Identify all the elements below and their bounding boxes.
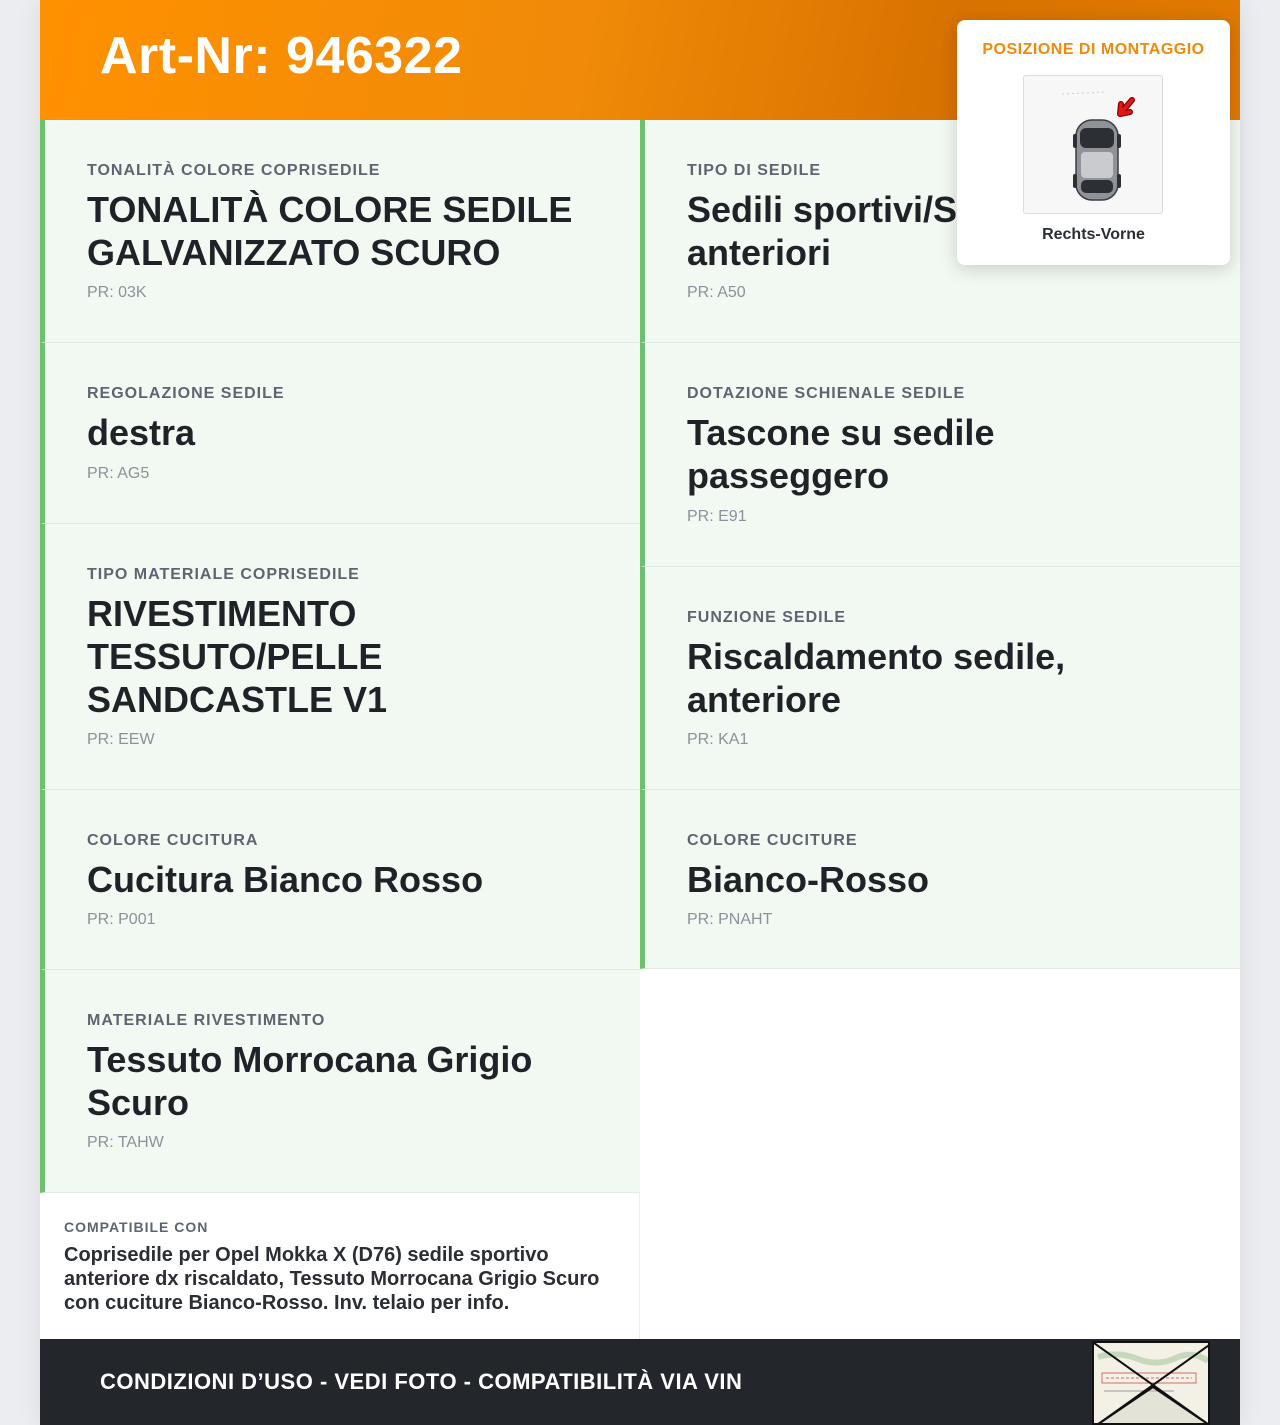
compatibility-label: COMPATIBILE CON: [64, 1219, 209, 1235]
attribute-card-seat-adjustment: [40, 343, 640, 524]
compatibility-text: Coprisedile per Opel Mokka X (D76) sedile sportivo anteriore dx riscaldato, Tessuto Morrocana Grigio Scuro con cuciture Bianco-Rosso. Inv. telaio per info.: [64, 1244, 600, 1314]
attribute-card-color-shade: [40, 120, 640, 343]
car-top-view-icon: [1023, 75, 1163, 214]
page: [40, 0, 1240, 1425]
compatibility-section: [40, 1193, 640, 1339]
attribute-label: COLORE CUCITURA: [87, 832, 259, 849]
attribute-value: destra: [87, 412, 196, 453]
attribute-value: Tascone su sedile passeggero: [687, 412, 995, 496]
envelope-stamp-icon: [1092, 1341, 1210, 1425]
attribute-value: Tessuto Morrocana Grigio Scuro: [87, 1039, 533, 1123]
attribute-pr-code: PR: A50: [687, 284, 746, 301]
attribute-card-seat-function: [640, 567, 1240, 790]
attribute-pr-code: PR: TAHW: [87, 1134, 164, 1151]
attribute-label: TONALITÀ COLORE COPRISEDILE: [87, 162, 381, 179]
attribute-label: TIPO DI SEDILE: [687, 162, 822, 179]
attribute-pr-code: PR: KA1: [687, 731, 749, 748]
car-diagram: [1024, 76, 1164, 215]
attribute-pr-code: PR: AG5: [87, 465, 150, 482]
attribute-label: FUNZIONE SEDILE: [687, 609, 847, 626]
attribute-card-cover-material: [40, 970, 640, 1193]
attribute-pr-code: PR: PNAHT: [687, 911, 773, 928]
attribute-card-stitch-color: [40, 790, 640, 970]
attribute-value: TONALITÀ COLORE SEDILE GALVANIZZATO SCURO: [87, 189, 573, 273]
footer: [40, 1339, 1240, 1425]
article-number-title: Art-Nr: 946322: [100, 27, 463, 85]
attribute-value: RIVESTIMENTO TESSUTO/PELLE SANDCASTLE V1: [87, 593, 388, 720]
attribute-pr-code: PR: 03K: [87, 284, 147, 301]
mounting-position-card: [957, 20, 1230, 265]
attribute-label: REGOLAZIONE SEDILE: [87, 385, 285, 402]
attribute-value: Cucitura Bianco Rosso: [87, 859, 484, 900]
attribute-value: Riscaldamento sedile, anteriore: [687, 636, 1066, 720]
attribute-value: Sedili sportivi/S anteriori: [687, 189, 958, 273]
attribute-pr-code: PR: P001: [87, 911, 156, 928]
attribute-label: TIPO MATERIALE COPRISEDILE: [87, 566, 360, 583]
attribute-pr-code: PR: EEW: [87, 731, 155, 748]
attribute-label: DOTAZIONE SCHIENALE SEDILE: [687, 385, 966, 402]
attribute-pr-code: PR: E91: [687, 508, 747, 525]
attribute-label: COLORE CUCITURE: [687, 832, 858, 849]
envelope-stamp-graphic: [1094, 1343, 1210, 1425]
attribute-value: Bianco-Rosso: [687, 859, 930, 900]
attribute-card-material-type: [40, 524, 640, 790]
attribute-card-seat-back: [640, 343, 1240, 567]
footer-text: CONDIZIONI D’USO - VEDI FOTO - COMPATIBILITÀ VIA VIN: [100, 1369, 743, 1394]
attribute-card-stitching-color: [640, 790, 1240, 969]
attribute-label: MATERIALE RIVESTIMENTO: [87, 1012, 326, 1029]
mounting-position-label: POSIZIONE DI MONTAGGIO: [982, 41, 1205, 58]
mounting-position-value: Rechts-Vorne: [1042, 226, 1145, 243]
